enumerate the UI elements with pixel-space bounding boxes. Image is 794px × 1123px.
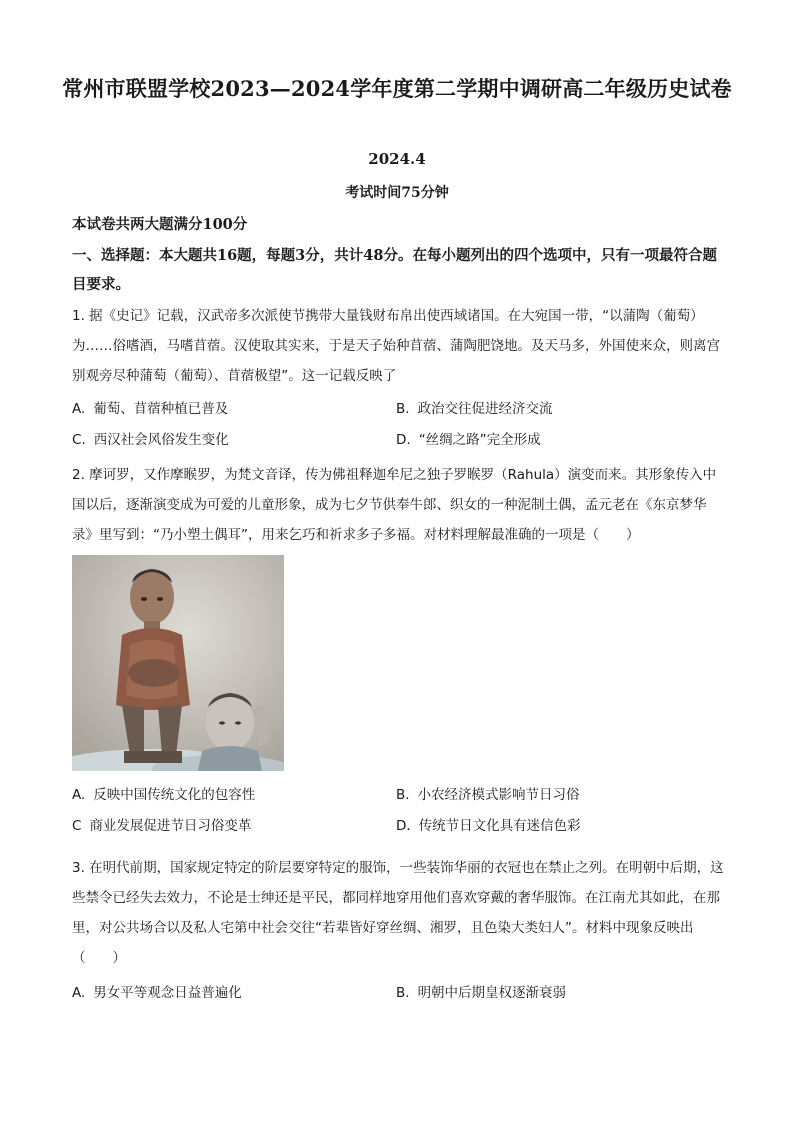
figurine-illustration	[72, 555, 284, 771]
total-score-note: 本试卷共两大题满分100分	[72, 216, 248, 233]
question-3-option-a	[72, 983, 242, 1003]
option-label: A.	[72, 401, 86, 417]
option-label: C	[72, 818, 82, 834]
option-label: B.	[396, 401, 410, 417]
question-2-option-b	[396, 785, 580, 805]
option-text: “丝绸之路”完全形成	[418, 432, 541, 448]
option-text: 葡萄、苜蓿种植已普及	[93, 401, 229, 417]
option-label: D.	[396, 432, 411, 448]
question-1-option-c	[72, 430, 229, 450]
question-1-option-d	[396, 430, 541, 450]
exam-duration: 考试时间75分钟	[345, 185, 449, 201]
option-text: 小农经济模式影响节日习俗	[417, 787, 580, 803]
exam-date: 2024.4	[368, 150, 426, 168]
question-2-option-c	[72, 816, 251, 836]
option-text: 商业发展促进节日习俗变革	[89, 818, 252, 834]
question-1-stem: 1. 据《史记》记载，汉武帝多次派使节携带大量钱财布帛出使西域诸国。在大宛国一带，“以蒲陶（葡萄）为……俗嗜酒，马嗜苜蓿。汉使取其实来，于是天子始种苜蓿、蒲陶肥饶地。及天马多，外国使来众，则离宫别观旁尽种蒲萄（葡萄）、苜蓿极望”。这一记载反映了	[72, 308, 720, 384]
question-2-stem: 2. 摩诃罗，又作摩睺罗，为梵文音译，传为佛祖释迦牟尼之独子罗睺罗（Rahula）演变而来。其形象传入中国以后，逐渐演变成为可爱的儿童形象，成为七夕节供奉牛郎、织女的一种泥制土偶，孟元老在《东京梦华录》里写到：“乃小塑土偶耳”，用来乞巧和祈求多子多福。对材料理解最准确的一项是（ ）	[72, 467, 717, 543]
question-3-stem: 3. 在明代前期，国家规定特定的阶层要穿特定的服饰，一些装饰华丽的衣冠也在禁止之列。在明朝中后期，这些禁令已经失去效力，不论是士绅还是平民，都同样地穿用他们喜欢穿戴的奢华服饰。在江南尤其如此，在那里，对公共场合以及私人宅第中社会交往“若辈皆好穿丝绸、湘罗，且色染大类妇人”。材料中现象反映出（ ）	[72, 860, 724, 966]
option-text: 传统节日文化具有迷信色彩	[418, 818, 581, 834]
option-text: 男女平等观念日益普遍化	[93, 985, 242, 1001]
option-text: 西汉社会风俗发生变化	[93, 432, 229, 448]
question-3-option-b	[396, 983, 566, 1003]
option-label: B.	[396, 787, 410, 803]
exam-title: 常州市联盟学校2023—2024学年度第二学期中调研高二年级历史试卷	[62, 76, 732, 101]
option-text: 明朝中后期皇权逐渐衰弱	[417, 985, 567, 1001]
option-label: B.	[396, 985, 410, 1001]
section-one-heading: 一、选择题：本大题共16题，每题3分，共计48分。在每小题列出的四个选项中，只有一项最符合题目要求。	[72, 247, 717, 293]
question-1-option-b	[396, 399, 553, 419]
option-text: 政治交往促进经济交流	[417, 401, 553, 417]
option-text: 反映中国传统文化的包容性	[93, 787, 256, 803]
question-1-option-a	[72, 399, 228, 419]
question-2-option-d	[396, 816, 581, 836]
option-label: A.	[72, 985, 86, 1001]
option-label: C.	[72, 432, 86, 448]
clay-figurine-photo	[72, 555, 284, 771]
option-label: D.	[396, 818, 411, 834]
option-label: A.	[72, 787, 86, 803]
question-2-option-a	[72, 785, 255, 805]
